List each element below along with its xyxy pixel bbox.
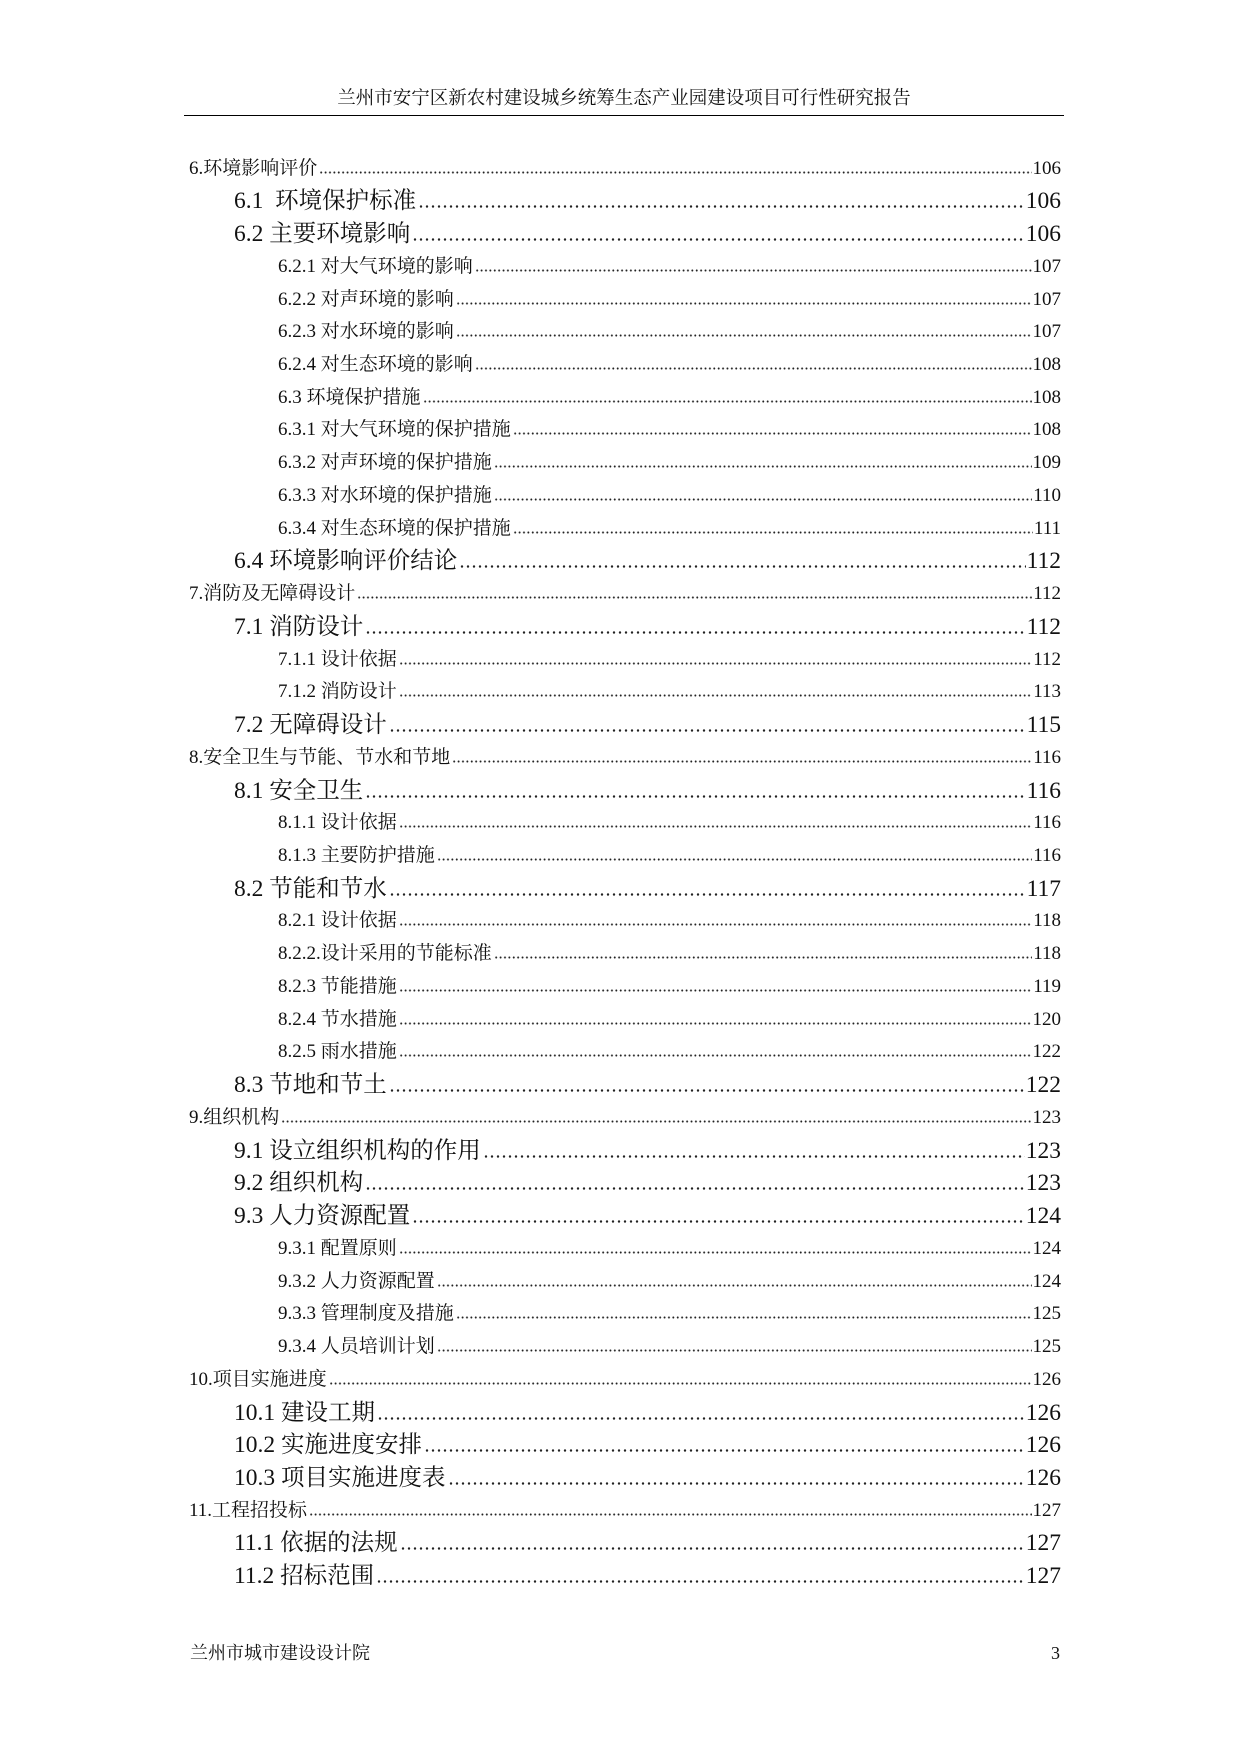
toc-entry-page-number: 122 (1032, 1041, 1061, 1063)
toc-entry-page-number: 115 (1026, 712, 1061, 739)
toc-entry-page-number: 126 (1025, 1399, 1061, 1426)
toc-entry-page-number: 116 (1033, 746, 1061, 768)
toc-entry-page-number: 127 (1025, 1563, 1061, 1590)
dot-leader (513, 531, 1033, 534)
dot-leader (459, 565, 1025, 568)
toc-entry-label: 7.1.2 消防设计 (278, 681, 397, 703)
toc-entry[interactable] (189, 1233, 1061, 1266)
toc-entry-label: 10.项目实施进度 (189, 1368, 327, 1390)
toc-entry-label: 8.2 节能和节水 (234, 875, 387, 902)
dot-leader (329, 1382, 1032, 1385)
toc-entry-label: 9.3.2 人力资源配置 (278, 1270, 435, 1292)
toc-entry-page-number: 106 (1025, 188, 1061, 215)
dot-leader (399, 1251, 1032, 1254)
toc-entry[interactable] (189, 1429, 1061, 1462)
toc-entry-label: 11.2 招标范围 (234, 1563, 375, 1590)
dot-leader (319, 171, 1031, 174)
dot-leader (309, 1513, 1031, 1516)
toc-entry[interactable] (189, 185, 1061, 218)
toc-entry[interactable] (189, 1004, 1061, 1037)
toc-entry-label: 7.消防及无障碍设计 (189, 583, 356, 605)
toc-entry-label: 9.3.3 管理制度及措施 (278, 1303, 454, 1325)
toc-entry-page-number: 124 (1032, 1270, 1061, 1292)
dot-leader (399, 923, 1032, 926)
toc-entry[interactable] (189, 676, 1061, 709)
toc-entry[interactable] (189, 513, 1061, 546)
toc-entry[interactable] (189, 840, 1061, 873)
toc-entry-label: 8.2.1 设计依据 (278, 910, 397, 932)
toc-entry[interactable] (189, 480, 1061, 513)
dot-leader (513, 432, 1032, 435)
toc-entry[interactable] (189, 1135, 1061, 1168)
toc-entry-label: 11.工程招投标 (189, 1499, 308, 1521)
toc-entry-page-number: 106 (1025, 221, 1061, 248)
dot-leader (418, 205, 1025, 208)
toc-entry-label: 6.3.1 对大气环境的保护措施 (278, 419, 511, 441)
toc-entry[interactable] (189, 1298, 1061, 1331)
header-divider (184, 115, 1064, 116)
toc-entry[interactable] (189, 1560, 1061, 1593)
toc-entry-page-number: 123 (1032, 1106, 1061, 1128)
toc-entry-label: 6.3.4 对生态环境的保护措施 (278, 517, 511, 539)
toc-entry-label: 7.2 无障碍设计 (234, 712, 387, 739)
toc-entry-page-number: 118 (1033, 943, 1061, 965)
toc-entry-label: 8.1.3 主要防护措施 (278, 845, 435, 867)
dot-leader (399, 989, 1032, 992)
dot-leader (494, 498, 1032, 501)
toc-entry-page-number: 112 (1033, 648, 1061, 670)
toc-entry-label: 6.2.2 对声环境的影响 (278, 288, 454, 310)
toc-entry-page-number: 123 (1025, 1170, 1061, 1197)
toc-entry-label: 6.2.3 对水环境的影响 (278, 321, 454, 343)
toc-entry[interactable] (189, 1266, 1061, 1299)
toc-entry-page-number: 117 (1026, 875, 1061, 902)
toc-entry-label: 6.3.3 对水环境的保护措施 (278, 484, 492, 506)
toc-entry-page-number: 108 (1032, 419, 1061, 441)
toc-entry[interactable] (189, 414, 1061, 447)
toc-entry[interactable] (189, 1167, 1061, 1200)
dot-leader (475, 269, 1032, 272)
toc-entry[interactable] (189, 1527, 1061, 1560)
toc-entry-page-number: 126 (1025, 1432, 1061, 1459)
toc-entry-page-number: 124 (1025, 1203, 1061, 1230)
toc-entry-page-number: 112 (1026, 548, 1061, 575)
toc-entry[interactable] (189, 742, 1061, 775)
toc-entry-page-number: 110 (1033, 484, 1061, 506)
toc-entry-label: 8.2.2.设计采用的节能标准 (278, 943, 492, 965)
dot-leader (456, 1316, 1032, 1319)
toc-entry-page-number: 126 (1032, 1368, 1061, 1390)
dot-leader (365, 1187, 1025, 1190)
toc-entry-label: 8.2.4 节水措施 (278, 1008, 397, 1030)
toc-entry-label: 8.2.3 节能措施 (278, 975, 397, 997)
toc-entry[interactable] (189, 447, 1061, 480)
toc-entry-label: 10.3 项目实施进度表 (234, 1464, 446, 1491)
toc-entry-label: 8.2.5 雨水措施 (278, 1041, 397, 1063)
toc-entry-page-number: 108 (1032, 354, 1061, 375)
dot-leader (281, 1120, 1031, 1123)
dot-leader (437, 858, 1032, 861)
toc-entry-label: 9.组织机构 (189, 1106, 280, 1128)
dot-leader (399, 1022, 1032, 1025)
toc-entry-label: 10.1 建设工期 (234, 1399, 375, 1426)
toc-entry[interactable] (189, 382, 1061, 415)
dot-leader (400, 1547, 1025, 1550)
dot-leader (377, 1417, 1025, 1420)
toc-entry-page-number: 111 (1033, 517, 1061, 539)
dot-leader (399, 694, 1032, 697)
toc-entry[interactable] (189, 1102, 1061, 1135)
toc-entry-page-number: 127 (1025, 1530, 1061, 1557)
toc-entry-label: 8.3 节地和节土 (234, 1072, 387, 1099)
toc-entry[interactable] (189, 971, 1061, 1004)
running-header-title: 兰州市安宁区新农村建设城乡统筹生态产业园建设项目可行性研究报告 (337, 89, 911, 109)
toc-entry-page-number: 119 (1033, 975, 1061, 997)
toc-entry[interactable] (189, 1364, 1061, 1397)
toc-entry-label: 11.1 依据的法规 (234, 1530, 398, 1557)
toc-entry[interactable] (189, 709, 1061, 742)
toc-entry-label: 6.3.2 对声环境的保护措施 (278, 452, 492, 474)
dot-leader (412, 238, 1025, 241)
toc-entry-page-number: 127 (1032, 1499, 1061, 1521)
toc-entry-page-number: 116 (1026, 777, 1061, 804)
toc-entry-label: 6.4 环境影响评价结论 (234, 548, 458, 575)
toc-entry-page-number: 107 (1032, 321, 1061, 343)
toc-entry-label: 6.2 主要环境影响 (234, 221, 411, 248)
footer-page-number: 3 (1051, 1643, 1060, 1663)
toc-entry[interactable] (189, 1462, 1061, 1495)
toc-entry-label: 9.1 设立组织机构的作用 (234, 1137, 481, 1164)
toc-entry-page-number: 106 (1032, 157, 1061, 179)
dot-leader (399, 1054, 1032, 1057)
toc-entry-label: 7.1.1 设计依据 (278, 648, 397, 670)
dot-leader (437, 1349, 1032, 1352)
toc-entry[interactable] (189, 775, 1061, 808)
toc-entry-page-number: 123 (1025, 1137, 1061, 1164)
dot-leader (494, 956, 1032, 959)
toc-entry-page-number: 120 (1032, 1008, 1061, 1030)
toc-entry-label: 6.1 环境保护标准 (234, 188, 417, 215)
toc-entry-page-number: 112 (1026, 613, 1061, 640)
toc-entry-page-number: 122 (1025, 1072, 1061, 1099)
toc-entry[interactable] (189, 905, 1061, 938)
toc-entry-page-number: 124 (1032, 1237, 1061, 1259)
toc-entry[interactable] (189, 1331, 1061, 1364)
toc-entry-page-number: 126 (1025, 1464, 1061, 1491)
toc-entry[interactable] (189, 545, 1061, 578)
toc-entry-label: 6.3 环境保护措施 (278, 386, 421, 408)
toc-entry-page-number: 113 (1033, 681, 1061, 703)
dot-leader (437, 1284, 1032, 1287)
toc-entry[interactable] (189, 251, 1061, 284)
dot-leader (452, 760, 1032, 763)
toc-entry[interactable] (189, 1036, 1061, 1069)
toc-entry[interactable] (189, 1397, 1061, 1430)
toc-entry[interactable] (189, 873, 1061, 906)
toc-entry-label: 6.2.4 对生态环境的影响 (278, 354, 473, 375)
toc-list (189, 153, 1061, 1593)
dot-leader (423, 400, 1032, 403)
toc-entry[interactable] (189, 807, 1061, 840)
toc-entry-label: 8.1.1 设计依据 (278, 812, 397, 834)
dot-leader (389, 893, 1026, 896)
toc-entry-label: 6.环境影响评价 (189, 157, 318, 179)
toc-entry-label: 9.3.1 配置原则 (278, 1237, 397, 1259)
dot-leader (483, 1155, 1025, 1158)
toc-entry-label: 9.3 人力资源配置 (234, 1203, 411, 1230)
dot-leader (494, 465, 1032, 468)
dot-leader (399, 825, 1032, 828)
toc-entry-label: 8.安全卫生与节能、节水和节地 (189, 746, 451, 768)
dot-leader (448, 1482, 1025, 1485)
toc-entry-page-number: 107 (1032, 288, 1061, 310)
dot-leader (389, 729, 1026, 732)
toc-entry[interactable] (189, 349, 1061, 382)
toc-entry[interactable] (189, 1200, 1061, 1233)
toc-entry[interactable] (189, 316, 1061, 349)
toc-entry[interactable] (189, 284, 1061, 317)
toc-entry-page-number: 107 (1032, 255, 1061, 277)
toc-entry[interactable] (189, 1069, 1061, 1102)
toc-entry[interactable] (189, 938, 1061, 971)
dot-leader (389, 1089, 1025, 1092)
dot-leader (475, 367, 1032, 370)
toc-entry-label: 7.1 消防设计 (234, 613, 364, 640)
toc-entry-label: 9.2 组织机构 (234, 1170, 364, 1197)
toc-entry-label: 6.2.1 对大气环境的影响 (278, 255, 473, 277)
dot-leader (424, 1449, 1025, 1452)
toc-entry-page-number: 109 (1032, 452, 1061, 474)
toc-entry-page-number: 116 (1033, 845, 1061, 867)
dot-leader (456, 334, 1032, 337)
dot-leader (412, 1220, 1025, 1223)
toc-entry-label: 10.2 实施进度安排 (234, 1432, 422, 1459)
toc-entry[interactable] (189, 1495, 1061, 1528)
dot-leader (376, 1580, 1025, 1583)
footer-organization: 兰州市城市建设设计院 (190, 1643, 370, 1663)
toc-entry-label: 8.1 安全卫生 (234, 777, 364, 804)
toc-entry-page-number: 116 (1033, 812, 1061, 834)
dot-leader (456, 302, 1032, 305)
toc-entry-page-number: 125 (1032, 1336, 1061, 1358)
toc-entry[interactable] (189, 644, 1061, 677)
toc-entry[interactable] (189, 153, 1061, 186)
dot-leader (365, 795, 1025, 798)
dot-leader (365, 631, 1025, 634)
toc-entry-page-number: 125 (1032, 1303, 1061, 1325)
toc-entry[interactable] (189, 578, 1061, 611)
dot-leader (357, 596, 1032, 599)
toc-entry-page-number: 118 (1033, 910, 1061, 932)
toc-entry-page-number: 112 (1033, 583, 1061, 605)
toc-entry[interactable] (189, 611, 1061, 644)
toc-entry-page-number: 108 (1032, 386, 1061, 408)
toc-entry[interactable] (189, 218, 1061, 251)
dot-leader (399, 662, 1032, 665)
toc-entry-label: 9.3.4 人员培训计划 (278, 1336, 435, 1358)
